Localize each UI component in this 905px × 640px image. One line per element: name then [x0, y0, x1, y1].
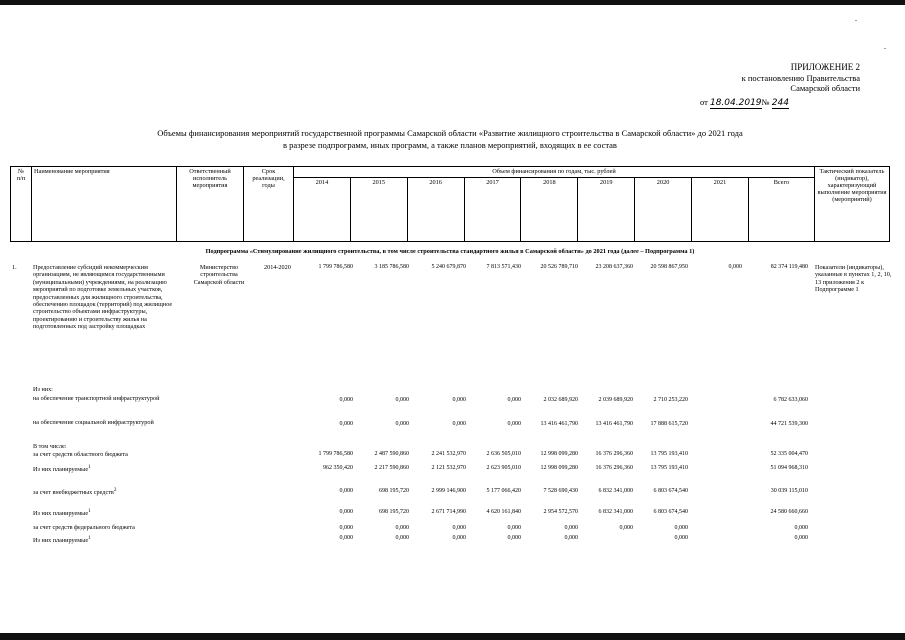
value-planned2-2016: 2 671 714,990: [431, 509, 466, 515]
value-social-2017: 0,000: [507, 421, 521, 427]
value-oblast-2017: 2 636 505,010: [486, 451, 521, 457]
scan-mark: .: [884, 42, 886, 51]
value-offbudget-2020: 6 803 674,540: [653, 488, 688, 494]
bottom-border: [0, 633, 905, 640]
value-planned3-2018: 0,000: [564, 535, 578, 541]
value-planned1-2017: 2 623 905,010: [486, 465, 521, 471]
value-planned2-Всего: 24 580 660,660: [770, 509, 808, 515]
value-oblast-2014: 1 799 786,580: [318, 451, 353, 457]
year-2016: 2016: [407, 178, 464, 242]
value-federal-2018: 0,000: [564, 525, 578, 531]
value-planned3-2020: 0,000: [674, 535, 688, 541]
appendix-line1: к постановлению Правительства: [741, 72, 860, 83]
value-planned3-2017: 0,000: [507, 535, 521, 541]
col-num: № п/п: [11, 167, 32, 242]
value-federal-2019: 0,000: [619, 525, 633, 531]
value-planned2-2014: 0,000: [339, 509, 353, 515]
value-planned1-Всего: 51 094 968,310: [770, 465, 808, 471]
sub-label-planned-3: Из них планируемые$^1$: [33, 535, 91, 545]
value-main-2021: 0,000: [728, 264, 742, 270]
value-federal-2020: 0,000: [674, 525, 688, 531]
col-indicator: Тактический показатель (индикатор), характеризующий выполнение мероприятия (мероприятий): [815, 167, 890, 242]
year-2018: 2018: [521, 178, 578, 242]
value-planned3-2016: 0,000: [452, 535, 466, 541]
header-table: [10, 166, 890, 242]
value-social-2015: 0,000: [395, 421, 409, 427]
year-2014: 2014: [294, 178, 351, 242]
value-main-2020: 20 598 867,950: [650, 264, 688, 270]
sub-label-planned-2: Из них планируемые$^1$: [33, 508, 91, 518]
appendix-date-line: от 18.04.2019№ 244: [700, 97, 789, 108]
value-federal-2015: 0,000: [395, 525, 409, 531]
row-period: 2014-2020: [264, 264, 291, 271]
value-planned2-2020: 6 803 674,540: [653, 509, 688, 515]
value-transport-2017: 0,000: [507, 397, 521, 403]
value-offbudget-2014: 0,000: [339, 488, 353, 494]
col-name: Наименование мероприятия: [32, 167, 177, 242]
value-oblast-2018: 12 998 099,280: [540, 451, 578, 457]
value-federal-Всего: 0,000: [794, 525, 808, 531]
value-social-2016: 0,000: [452, 421, 466, 427]
sub-label-offbudget: за счет внебюджетных средств$^2$: [33, 487, 117, 497]
value-planned3-2015: 0,000: [395, 535, 409, 541]
value-offbudget-2019: 6 832 341,000: [598, 488, 633, 494]
value-planned1-2016: 2 121 532,970: [431, 465, 466, 471]
value-planned2-2017: 4 620 161,840: [486, 509, 521, 515]
value-transport-2015: 0,000: [395, 397, 409, 403]
value-oblast-2016: 2 241 532,970: [431, 451, 466, 457]
row-name: Предоставление субсидий некоммерческим организациям, не являющимся государственными (муниципальными) учреждениями, на реализацию мероприятий по подготовке земельных участков, предоставленных для жилищного строительства, обеспечению площадок (территорий) под жилищное строительство объектами инфраструктуры, проектированию и строительству жилья на подготовленных под застройку площадках: [33, 264, 173, 331]
appendix-line2: Самарской области: [790, 83, 860, 93]
value-federal-2016: 0,000: [452, 525, 466, 531]
appendix-block: [690, 62, 860, 94]
value-transport-2018: 2 032 689,920: [543, 397, 578, 403]
year-2017: 2017: [464, 178, 521, 242]
col-funding: Объем финансирования по годам, тыс. рублей: [294, 167, 815, 178]
appendix-title: ПРИЛОЖЕНИЕ 2: [790, 62, 860, 72]
value-planned1-2020: 13 795 193,410: [650, 465, 688, 471]
value-transport-2020: 2 710 253,220: [653, 397, 688, 403]
value-social-2019: 13 416 461,790: [595, 421, 633, 427]
row-executor: Министерство строительства Самарской области: [193, 264, 245, 286]
col-executor: Ответственный исполнитель мероприятия: [177, 167, 244, 242]
value-transport-2019: 2 039 689,920: [598, 397, 633, 403]
sub-label-v-tom-chisle: В том числе:: [33, 443, 67, 450]
value-planned1-2015: 2 217 590,860: [374, 465, 409, 471]
year-2019: 2019: [578, 178, 635, 242]
value-transport-2014: 0,000: [339, 397, 353, 403]
value-oblast-2020: 13 795 193,410: [650, 451, 688, 457]
sub-label-iz-nih: Из них:: [33, 386, 53, 393]
value-main-2017: 7 813 571,430: [486, 264, 521, 270]
sub-label-planned-1: Из них планируемые$^1$: [33, 464, 91, 474]
value-main-Всего: 82 374 119,480: [770, 264, 808, 270]
sub-label-federal: за счет средств федерального бюджета: [33, 524, 135, 531]
value-offbudget-2016: 2 999 146,900: [431, 488, 466, 494]
value-social-Всего: 44 721 539,300: [770, 421, 808, 427]
value-planned1-2018: 12 998 099,280: [540, 465, 578, 471]
value-planned2-2015: 698 195,720: [379, 509, 409, 515]
sub-label-social: на обеспечение социальной инфраструктурой: [33, 419, 154, 426]
row-number: 1.: [12, 264, 17, 271]
subprogram-heading: Подпрограмма «Стимулирование жилищного строительства, в том числе строительства стандартного жилья в Самарской области» до 2021 года (далее – Подпрограмма 1): [205, 248, 695, 255]
scan-mark: .: [855, 14, 857, 23]
value-planned3-Всего: 0,000: [794, 535, 808, 541]
value-planned1-2019: 16 376 296,360: [595, 465, 633, 471]
value-planned1-2014: 962 350,420: [323, 465, 353, 471]
value-main-2014: 1 799 786,580: [318, 264, 353, 270]
col-period: Срок реализации, годы: [244, 167, 294, 242]
value-social-2018: 13 416 461,790: [540, 421, 578, 427]
value-planned3-2014: 0,000: [339, 535, 353, 541]
year-2020: 2020: [635, 178, 692, 242]
row-indicator: Показатели (индикаторы), указанные в пунктах 1, 2, 10, 13 приложения 2 к Подпрограмме 1: [815, 264, 892, 294]
value-transport-2016: 0,000: [452, 397, 466, 403]
handwritten-number: 244: [771, 98, 789, 108]
sub-label-transport: на обеспечение транспортной инфраструктурой: [33, 395, 160, 402]
value-main-2016: 5 240 679,870: [431, 264, 466, 270]
value-oblast-2015: 2 487 590,860: [374, 451, 409, 457]
top-border: [0, 0, 905, 5]
value-main-2015: 3 185 786,580: [374, 264, 409, 270]
value-social-2014: 0,000: [339, 421, 353, 427]
value-federal-2014: 0,000: [339, 525, 353, 531]
value-offbudget-2018: 7 528 690,430: [543, 488, 578, 494]
value-main-2019: 23 208 637,360: [595, 264, 633, 270]
handwritten-date: 18.04.2019: [709, 98, 762, 108]
value-planned2-2018: 2 954 572,570: [543, 509, 578, 515]
value-planned2-2019: 6 832 341,000: [598, 509, 633, 515]
value-transport-Всего: 6 782 633,060: [773, 397, 808, 403]
document-title: Объемы финансирования мероприятий государственной программы Самарской области «Развитие жилищного строительства в Самарской области» до 2021 года в разрезе подпрограмм, иных программ, а также планов мероприятий, входящих в ее состав: [157, 128, 743, 150]
value-offbudget-2017: 5 177 066,420: [486, 488, 521, 494]
value-main-2018: 20 526 789,710: [540, 264, 578, 270]
value-social-2020: 17 888 615,720: [650, 421, 688, 427]
value-offbudget-2015: 698 195,720: [379, 488, 409, 494]
value-oblast-2019: 16 376 296,360: [595, 451, 633, 457]
year-2015: 2015: [350, 178, 407, 242]
year-total: Всего: [748, 178, 814, 242]
value-offbudget-Всего: 30 039 115,010: [770, 488, 808, 494]
value-federal-2017: 0,000: [507, 525, 521, 531]
sub-label-oblast-budget: за счет средств областного бюджета: [33, 451, 128, 458]
value-oblast-Всего: 52 335 004,470: [770, 451, 808, 457]
year-2021: 2021: [692, 178, 749, 242]
